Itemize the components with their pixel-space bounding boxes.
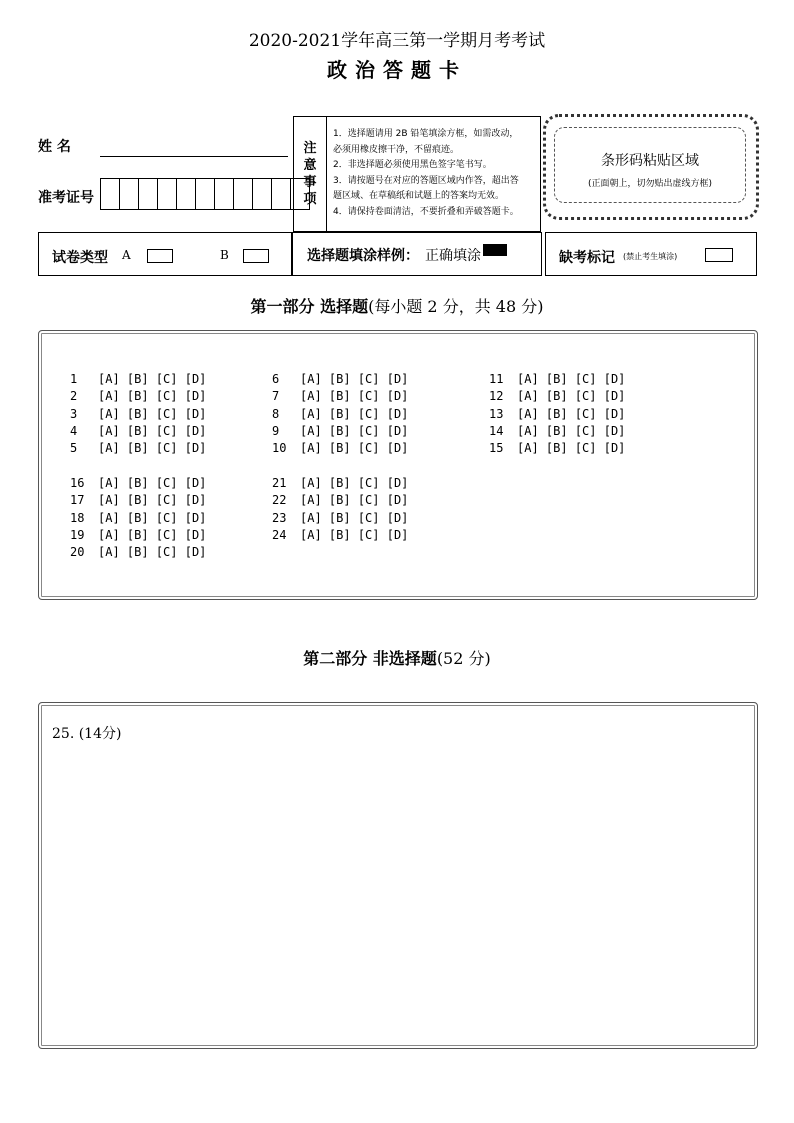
choice-b-bubble[interactable]: [B] bbox=[126, 545, 156, 560]
question-4-row bbox=[70, 424, 206, 438]
choice-d-bubble[interactable]: [D] bbox=[386, 441, 409, 456]
question-22-row bbox=[272, 493, 408, 507]
notes-label-char: 意 bbox=[303, 158, 317, 173]
choice-a-bubble[interactable]: [A] bbox=[300, 423, 329, 438]
choice-c-bubble[interactable]: [C] bbox=[155, 527, 185, 542]
choice-b-bubble[interactable]: [B] bbox=[545, 389, 575, 404]
paper-type-label: 试卷类型 bbox=[52, 250, 108, 266]
id-digit-cell[interactable] bbox=[234, 179, 253, 209]
question-3-row bbox=[70, 407, 206, 421]
choice-d-bubble[interactable]: [D] bbox=[184, 545, 207, 560]
choice-d-bubble[interactable]: [D] bbox=[603, 441, 626, 456]
notes-list bbox=[327, 117, 519, 231]
question-1-row bbox=[70, 372, 206, 386]
question-25-answer-area[interactable] bbox=[38, 702, 758, 1049]
question-number: 11 bbox=[489, 372, 504, 386]
question-9-row bbox=[272, 424, 408, 438]
choice-b-bubble[interactable]: [B] bbox=[545, 423, 575, 438]
id-number-grid[interactable] bbox=[100, 178, 310, 210]
question-number: 13 bbox=[489, 406, 504, 421]
barcode-area bbox=[543, 114, 759, 220]
choice-d-bubble[interactable]: [D] bbox=[386, 389, 409, 404]
id-digit-cell[interactable] bbox=[177, 179, 196, 209]
choice-c-bubble[interactable]: [C] bbox=[574, 389, 604, 404]
id-digit-cell[interactable] bbox=[196, 179, 215, 209]
choice-b-bubble[interactable]: [B] bbox=[126, 527, 156, 542]
question-18-row bbox=[70, 511, 206, 525]
notes-item: 必须用橡皮擦干净，不留痕迹。 bbox=[333, 144, 460, 155]
question-11-row bbox=[489, 372, 625, 386]
choice-b-bubble[interactable]: [B] bbox=[328, 441, 358, 456]
paper-type-a-label: A bbox=[122, 248, 131, 262]
id-digit-cell[interactable] bbox=[139, 179, 158, 209]
choice-c-bubble[interactable]: [C] bbox=[155, 406, 185, 421]
choice-d-bubble[interactable]: [D] bbox=[184, 406, 207, 421]
choice-a-bubble[interactable]: [A] bbox=[517, 423, 546, 438]
question-number: 1 bbox=[70, 372, 78, 386]
question-number: 10 bbox=[272, 441, 287, 456]
choice-b-bubble[interactable]: [B] bbox=[328, 510, 358, 525]
question-number: 20 bbox=[70, 545, 85, 560]
choice-b-bubble[interactable]: [B] bbox=[545, 372, 575, 386]
question-23-row bbox=[272, 511, 408, 525]
question-number: 17 bbox=[70, 493, 85, 508]
question-10-row bbox=[272, 441, 408, 455]
part2-title-text: 第二部分 非选择题 bbox=[303, 649, 437, 668]
choice-a-bubble[interactable]: [A] bbox=[300, 372, 329, 386]
choice-d-bubble[interactable]: [D] bbox=[386, 493, 409, 508]
part1-score: (每小题 2 分，共 48 分) bbox=[368, 297, 544, 316]
choice-d-bubble[interactable]: [D] bbox=[184, 493, 207, 508]
id-digit-cell[interactable] bbox=[272, 179, 291, 209]
choice-a-bubble[interactable]: [A] bbox=[300, 389, 329, 404]
choice-a-bubble[interactable]: [A] bbox=[300, 441, 329, 456]
choice-c-bubble[interactable]: [C] bbox=[357, 476, 387, 490]
question-2-row bbox=[70, 389, 206, 403]
choice-a-bubble[interactable]: [A] bbox=[98, 423, 127, 438]
id-digit-cell[interactable] bbox=[215, 179, 234, 209]
barcode-inner-box bbox=[554, 127, 746, 203]
notes-item: 2．非选择题必须使用黑色签字笔书写。 bbox=[333, 160, 492, 170]
choice-b-bubble[interactable]: [B] bbox=[328, 406, 358, 421]
choice-d-bubble[interactable]: [D] bbox=[386, 527, 409, 542]
choice-a-bubble[interactable]: [A] bbox=[517, 372, 546, 386]
choice-a-bubble[interactable]: [A] bbox=[300, 527, 329, 542]
multiple-choice-area bbox=[38, 330, 758, 600]
notes-label bbox=[294, 117, 327, 231]
choice-b-bubble[interactable]: [B] bbox=[545, 406, 575, 421]
choice-c-bubble[interactable]: [C] bbox=[357, 441, 387, 456]
choice-d-bubble[interactable]: [D] bbox=[603, 423, 626, 438]
notes-label-char: 事 bbox=[303, 175, 317, 190]
absent-mark-box bbox=[545, 232, 757, 276]
paper-type-b-checkbox[interactable] bbox=[243, 249, 269, 263]
choice-a-bubble[interactable]: [A] bbox=[98, 545, 127, 560]
question-number: 24 bbox=[272, 527, 287, 542]
notes-box bbox=[293, 116, 541, 232]
choice-c-bubble[interactable]: [C] bbox=[574, 441, 604, 456]
choice-c-bubble[interactable]: [C] bbox=[155, 545, 185, 560]
choice-b-bubble[interactable]: [B] bbox=[328, 372, 358, 386]
choice-a-bubble[interactable]: [A] bbox=[98, 441, 127, 456]
question-number: 19 bbox=[70, 527, 85, 542]
part2-score: (52 分) bbox=[436, 649, 491, 668]
question-number: 9 bbox=[272, 423, 280, 438]
choice-c-bubble[interactable]: [C] bbox=[155, 476, 185, 490]
fill-example-label: 选择题填涂样例： bbox=[307, 248, 419, 264]
question-number: 8 bbox=[272, 406, 280, 421]
question-24-row bbox=[272, 528, 408, 542]
choice-a-bubble[interactable]: [A] bbox=[300, 476, 329, 490]
part1-title-text: 第一部分 选择题 bbox=[250, 297, 369, 316]
question-6-row bbox=[272, 372, 408, 386]
choice-a-bubble[interactable]: [A] bbox=[98, 406, 127, 421]
question-number: 6 bbox=[272, 372, 280, 386]
absent-label: 缺考标记 bbox=[559, 250, 615, 266]
choice-b-bubble[interactable]: [B] bbox=[328, 389, 358, 404]
choice-a-bubble[interactable]: [A] bbox=[517, 441, 546, 456]
fill-example-box bbox=[292, 232, 542, 276]
question-number: 18 bbox=[70, 510, 85, 525]
choice-d-bubble[interactable]: [D] bbox=[603, 372, 626, 386]
choice-b-bubble[interactable]: [B] bbox=[126, 441, 156, 456]
fill-example-correct: 正确填涂 bbox=[425, 248, 481, 264]
choice-c-bubble[interactable]: [C] bbox=[155, 441, 185, 456]
absent-checkbox[interactable] bbox=[705, 248, 733, 262]
id-digit-cell[interactable] bbox=[253, 179, 272, 209]
choice-a-bubble[interactable]: [A] bbox=[98, 493, 127, 508]
id-digit-cell[interactable] bbox=[158, 179, 177, 209]
question-number: 22 bbox=[272, 493, 287, 508]
question-8-row bbox=[272, 407, 408, 421]
choice-b-bubble[interactable]: [B] bbox=[126, 510, 156, 525]
choice-d-bubble[interactable]: [D] bbox=[603, 389, 626, 404]
choice-a-bubble[interactable]: [A] bbox=[98, 372, 127, 386]
choice-b-bubble[interactable]: [B] bbox=[126, 372, 156, 386]
paper-type-b-label: B bbox=[220, 248, 229, 262]
choice-d-bubble[interactable]: [D] bbox=[184, 476, 207, 490]
choice-d-bubble[interactable]: [D] bbox=[386, 406, 409, 421]
absent-note: (禁止考生填涂) bbox=[623, 252, 678, 261]
question-16-row bbox=[70, 476, 206, 490]
question-20-row bbox=[70, 545, 206, 559]
choice-a-bubble[interactable]: [A] bbox=[98, 527, 127, 542]
choice-d-bubble[interactable]: [D] bbox=[184, 372, 207, 386]
choice-a-bubble[interactable]: [A] bbox=[98, 389, 127, 404]
question-25-label: 25. (14分) bbox=[52, 726, 122, 742]
question-number: 15 bbox=[489, 441, 504, 456]
choice-b-bubble[interactable]: [B] bbox=[126, 406, 156, 421]
question-number: 21 bbox=[272, 476, 287, 490]
exam-title: 2020-2021学年高三第一学期月考考试 bbox=[248, 31, 546, 51]
choice-b-bubble[interactable]: [B] bbox=[126, 389, 156, 404]
choice-c-bubble[interactable]: [C] bbox=[155, 372, 185, 386]
choice-d-bubble[interactable]: [D] bbox=[184, 423, 207, 438]
choice-c-bubble[interactable]: [C] bbox=[357, 406, 387, 421]
choice-d-bubble[interactable]: [D] bbox=[184, 389, 207, 404]
question-number: 5 bbox=[70, 441, 78, 456]
barcode-title: 条形码粘贴区域 bbox=[601, 153, 699, 169]
choice-c-bubble[interactable]: [C] bbox=[574, 372, 604, 386]
id-digit-cell[interactable] bbox=[101, 179, 120, 209]
choice-c-bubble[interactable]: [C] bbox=[155, 493, 185, 508]
question-number: 2 bbox=[70, 389, 78, 404]
question-7-row bbox=[272, 389, 408, 403]
paper-type-box bbox=[38, 232, 292, 276]
choice-c-bubble[interactable]: [C] bbox=[574, 406, 604, 421]
choice-a-bubble[interactable]: [A] bbox=[300, 510, 329, 525]
choice-a-bubble[interactable]: [A] bbox=[517, 389, 546, 404]
choice-c-bubble[interactable]: [C] bbox=[574, 423, 604, 438]
notes-label-char: 项 bbox=[303, 192, 317, 207]
choice-b-bubble[interactable]: [B] bbox=[126, 476, 156, 490]
notes-item: 1．选择题请用 2B 铅笔填涂方框，如需改动， bbox=[333, 129, 519, 139]
part2-title bbox=[0, 646, 794, 669]
question-number: 7 bbox=[272, 389, 280, 404]
question-5-row bbox=[70, 441, 206, 455]
choice-a-bubble[interactable]: [A] bbox=[98, 476, 127, 490]
part1-title bbox=[0, 294, 794, 317]
question-15-row bbox=[489, 441, 625, 455]
choice-b-bubble[interactable]: [B] bbox=[328, 423, 358, 438]
question-21-row bbox=[272, 476, 408, 490]
choice-d-bubble[interactable]: [D] bbox=[603, 406, 626, 421]
choice-c-bubble[interactable]: [C] bbox=[357, 527, 387, 542]
question-14-row bbox=[489, 424, 625, 438]
choice-b-bubble[interactable]: [B] bbox=[328, 493, 358, 508]
choice-d-bubble[interactable]: [D] bbox=[386, 476, 409, 490]
notes-item: 题区域、在草稿纸和试题上的答案均无效。 bbox=[333, 191, 505, 201]
id-label: 准考证号 bbox=[38, 190, 94, 206]
choice-d-bubble[interactable]: [D] bbox=[386, 510, 409, 525]
choice-a-bubble[interactable]: [A] bbox=[300, 493, 329, 508]
choice-c-bubble[interactable]: [C] bbox=[155, 389, 185, 404]
id-digit-cell[interactable] bbox=[120, 179, 139, 209]
notes-item: 4．请保持卷面清洁，不要折叠和弄破答题卡。 bbox=[333, 206, 519, 217]
question-number: 4 bbox=[70, 423, 78, 438]
name-field[interactable] bbox=[100, 156, 288, 157]
choice-c-bubble[interactable]: [C] bbox=[357, 423, 387, 438]
question-number: 23 bbox=[272, 510, 287, 525]
choice-d-bubble[interactable]: [D] bbox=[184, 441, 207, 456]
question-number: 12 bbox=[489, 389, 504, 404]
choice-b-bubble[interactable]: [B] bbox=[328, 476, 358, 490]
choice-c-bubble[interactable]: [C] bbox=[155, 423, 185, 438]
question-number: 3 bbox=[70, 406, 78, 421]
barcode-note: (正面朝上，切勿贴出虚线方框) bbox=[587, 179, 713, 189]
card-title: 政治答题卡 bbox=[327, 58, 467, 82]
question-12-row bbox=[489, 389, 625, 403]
choice-d-bubble[interactable]: [D] bbox=[184, 510, 207, 525]
choice-c-bubble[interactable]: [C] bbox=[357, 389, 387, 404]
question-17-row bbox=[70, 493, 206, 507]
choice-b-bubble[interactable]: [B] bbox=[126, 423, 156, 438]
notes-label-char: 注 bbox=[303, 141, 317, 156]
filled-mark-sample bbox=[483, 244, 507, 256]
question-13-row bbox=[489, 407, 625, 421]
choice-c-bubble[interactable]: [C] bbox=[357, 510, 387, 525]
choice-b-bubble[interactable]: [B] bbox=[545, 441, 575, 456]
choice-b-bubble[interactable]: [B] bbox=[126, 493, 156, 508]
choice-a-bubble[interactable]: [A] bbox=[300, 406, 329, 421]
question-19-row bbox=[70, 528, 206, 542]
question-number: 16 bbox=[70, 476, 85, 490]
choice-d-bubble[interactable]: [D] bbox=[386, 423, 409, 438]
choice-c-bubble[interactable]: [C] bbox=[357, 493, 387, 508]
choice-d-bubble[interactable]: [D] bbox=[184, 527, 207, 542]
paper-type-a-checkbox[interactable] bbox=[147, 249, 173, 263]
choice-b-bubble[interactable]: [B] bbox=[328, 527, 358, 542]
notes-item: 3．请按题号在对应的答题区域内作答，超出答 bbox=[333, 175, 519, 186]
choice-d-bubble[interactable]: [D] bbox=[386, 372, 409, 386]
choice-c-bubble[interactable]: [C] bbox=[357, 372, 387, 386]
choice-a-bubble[interactable]: [A] bbox=[98, 510, 127, 525]
choice-c-bubble[interactable]: [C] bbox=[155, 510, 185, 525]
choice-a-bubble[interactable]: [A] bbox=[517, 406, 546, 421]
question-number: 14 bbox=[489, 423, 504, 438]
name-label: 姓 名 bbox=[38, 139, 71, 155]
